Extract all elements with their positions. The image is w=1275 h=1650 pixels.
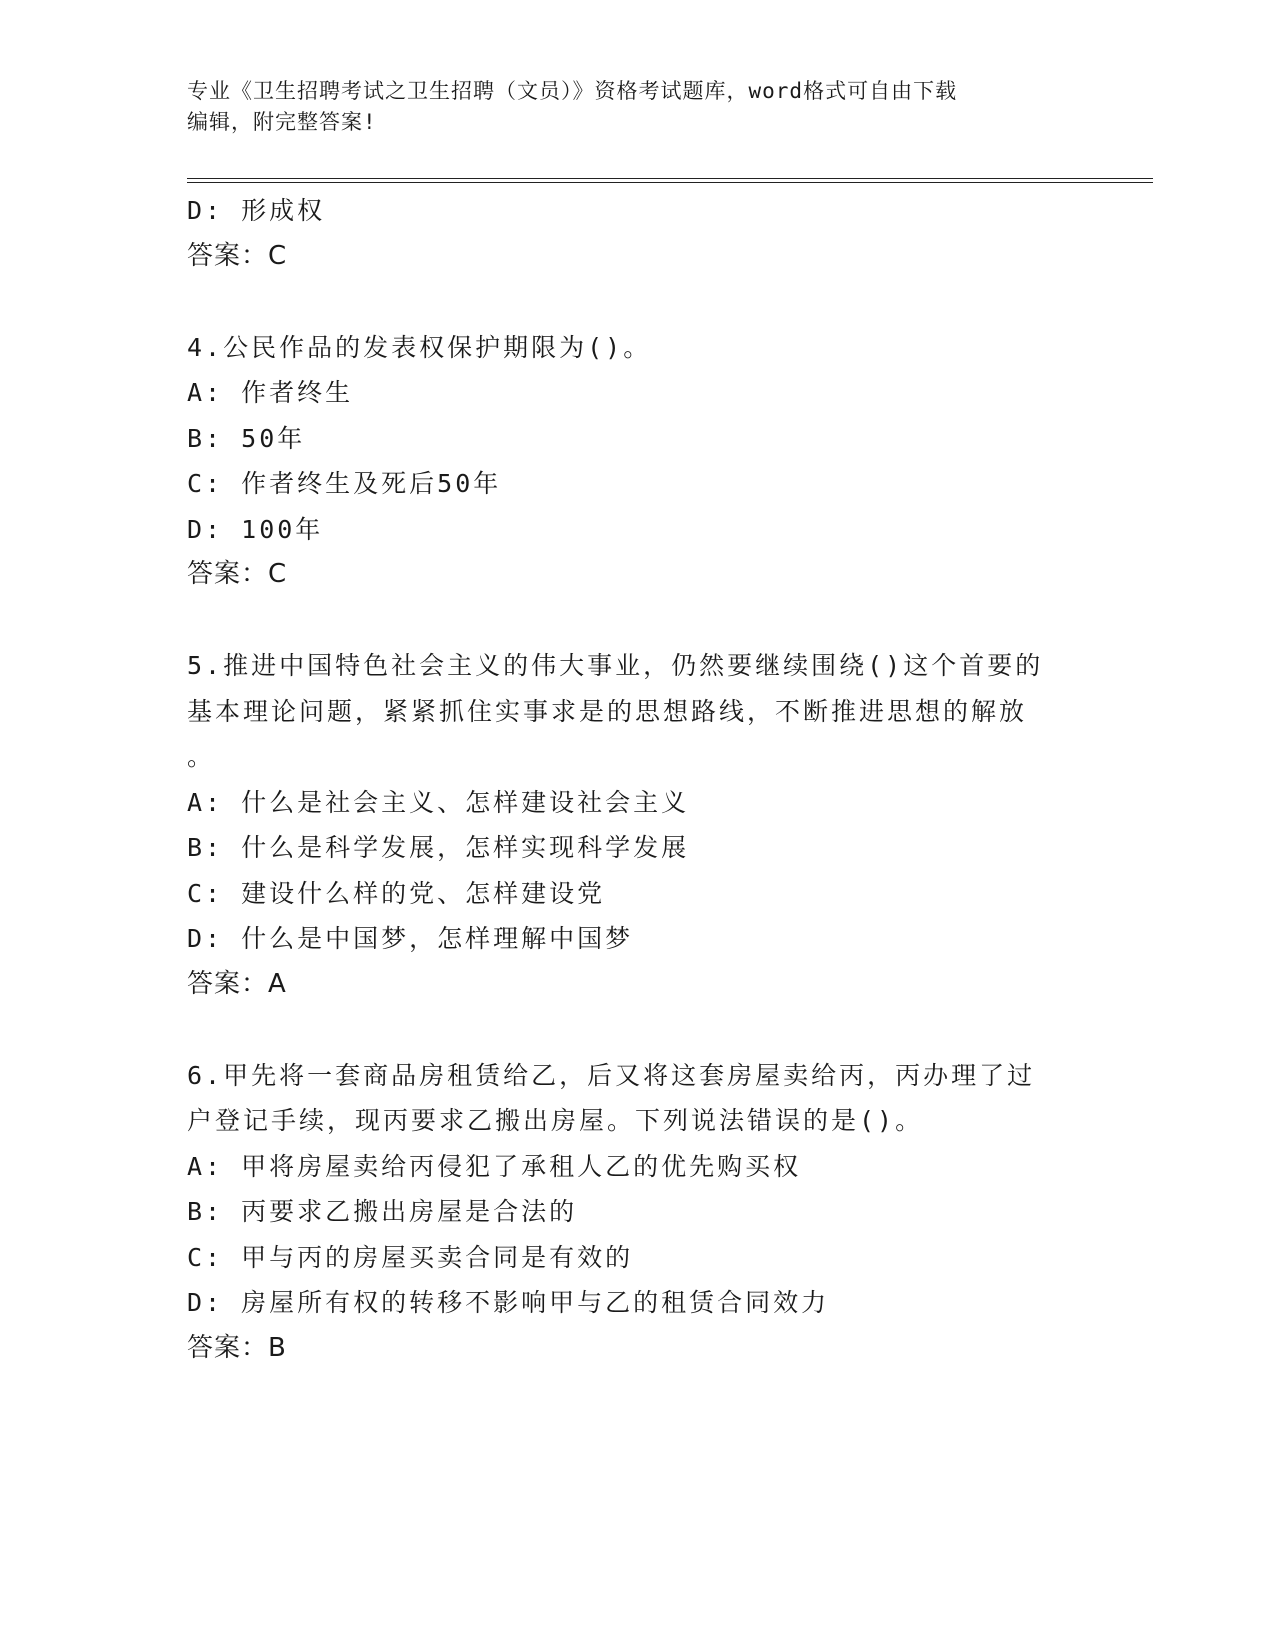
header-divider bbox=[187, 178, 1153, 183]
option-d: D: 形成权 bbox=[187, 196, 326, 225]
answer-line: 答案：A bbox=[187, 968, 287, 999]
option-a: A: 什么是社会主义、怎样建设社会主义 bbox=[187, 787, 690, 817]
spacer bbox=[187, 1007, 1087, 1053]
question-text: 。 bbox=[187, 742, 216, 771]
question-list bbox=[187, 188, 1087, 1371]
option-c: C: 建设什么样的党、怎样建设党 bbox=[187, 878, 606, 908]
question-text: 5.推进中国特色社会主义的伟大事业，仍然要继续围绕()这个首要的 bbox=[187, 651, 1044, 680]
option-c: C: 甲与丙的房屋买卖合同是有效的 bbox=[187, 1242, 634, 1272]
option-c: C: 作者终生及死后50年 bbox=[187, 469, 502, 498]
previous-question-tail bbox=[187, 188, 1087, 279]
option-d: D: 房屋所有权的转移不影响甲与乙的租赁合同效力 bbox=[187, 1288, 830, 1317]
question-item bbox=[187, 1053, 1087, 1372]
header-line-2: 编辑，附完整答案! bbox=[187, 110, 377, 134]
option-a: A: 甲将房屋卖给丙侵犯了承租人乙的优先购买权 bbox=[187, 1151, 802, 1181]
option-b: B: 什么是科学发展，怎样实现科学发展 bbox=[187, 833, 690, 862]
question-text: 6.甲先将一套商品房租赁给乙，后又将这套房屋卖给丙，丙办理了过 bbox=[187, 1060, 1036, 1090]
option-a: A: 作者终生 bbox=[187, 378, 354, 407]
question-text: 户登记手续，现丙要求乙搬出房屋。下列说法错误的是()。 bbox=[187, 1106, 924, 1135]
question-text: 4.公民作品的发表权保护期限为()。 bbox=[187, 332, 652, 362]
spacer bbox=[187, 279, 1087, 325]
question-item bbox=[187, 643, 1087, 1007]
option-d: D: 100年 bbox=[187, 514, 324, 544]
page-header bbox=[187, 76, 1067, 138]
question-text: 基本理论问题，紧紧抓住实事求是的思想路线，不断推进思想的解放 bbox=[187, 696, 1028, 726]
header-line-1: 专业《卫生招聘考试之卫生招聘（文员）》资格考试题库，word格式可自由下载 bbox=[187, 79, 958, 103]
option-b: B: 丙要求乙搬出房屋是合法的 bbox=[187, 1197, 578, 1226]
answer-line: 答案：C bbox=[187, 559, 288, 589]
option-d: D: 什么是中国梦，怎样理解中国梦 bbox=[187, 924, 634, 953]
question-item bbox=[187, 325, 1087, 598]
answer-line: 答案：B bbox=[187, 1332, 287, 1363]
option-b: B: 50年 bbox=[187, 423, 306, 453]
spacer bbox=[187, 598, 1087, 644]
answer-line: 答案：C bbox=[187, 240, 288, 271]
